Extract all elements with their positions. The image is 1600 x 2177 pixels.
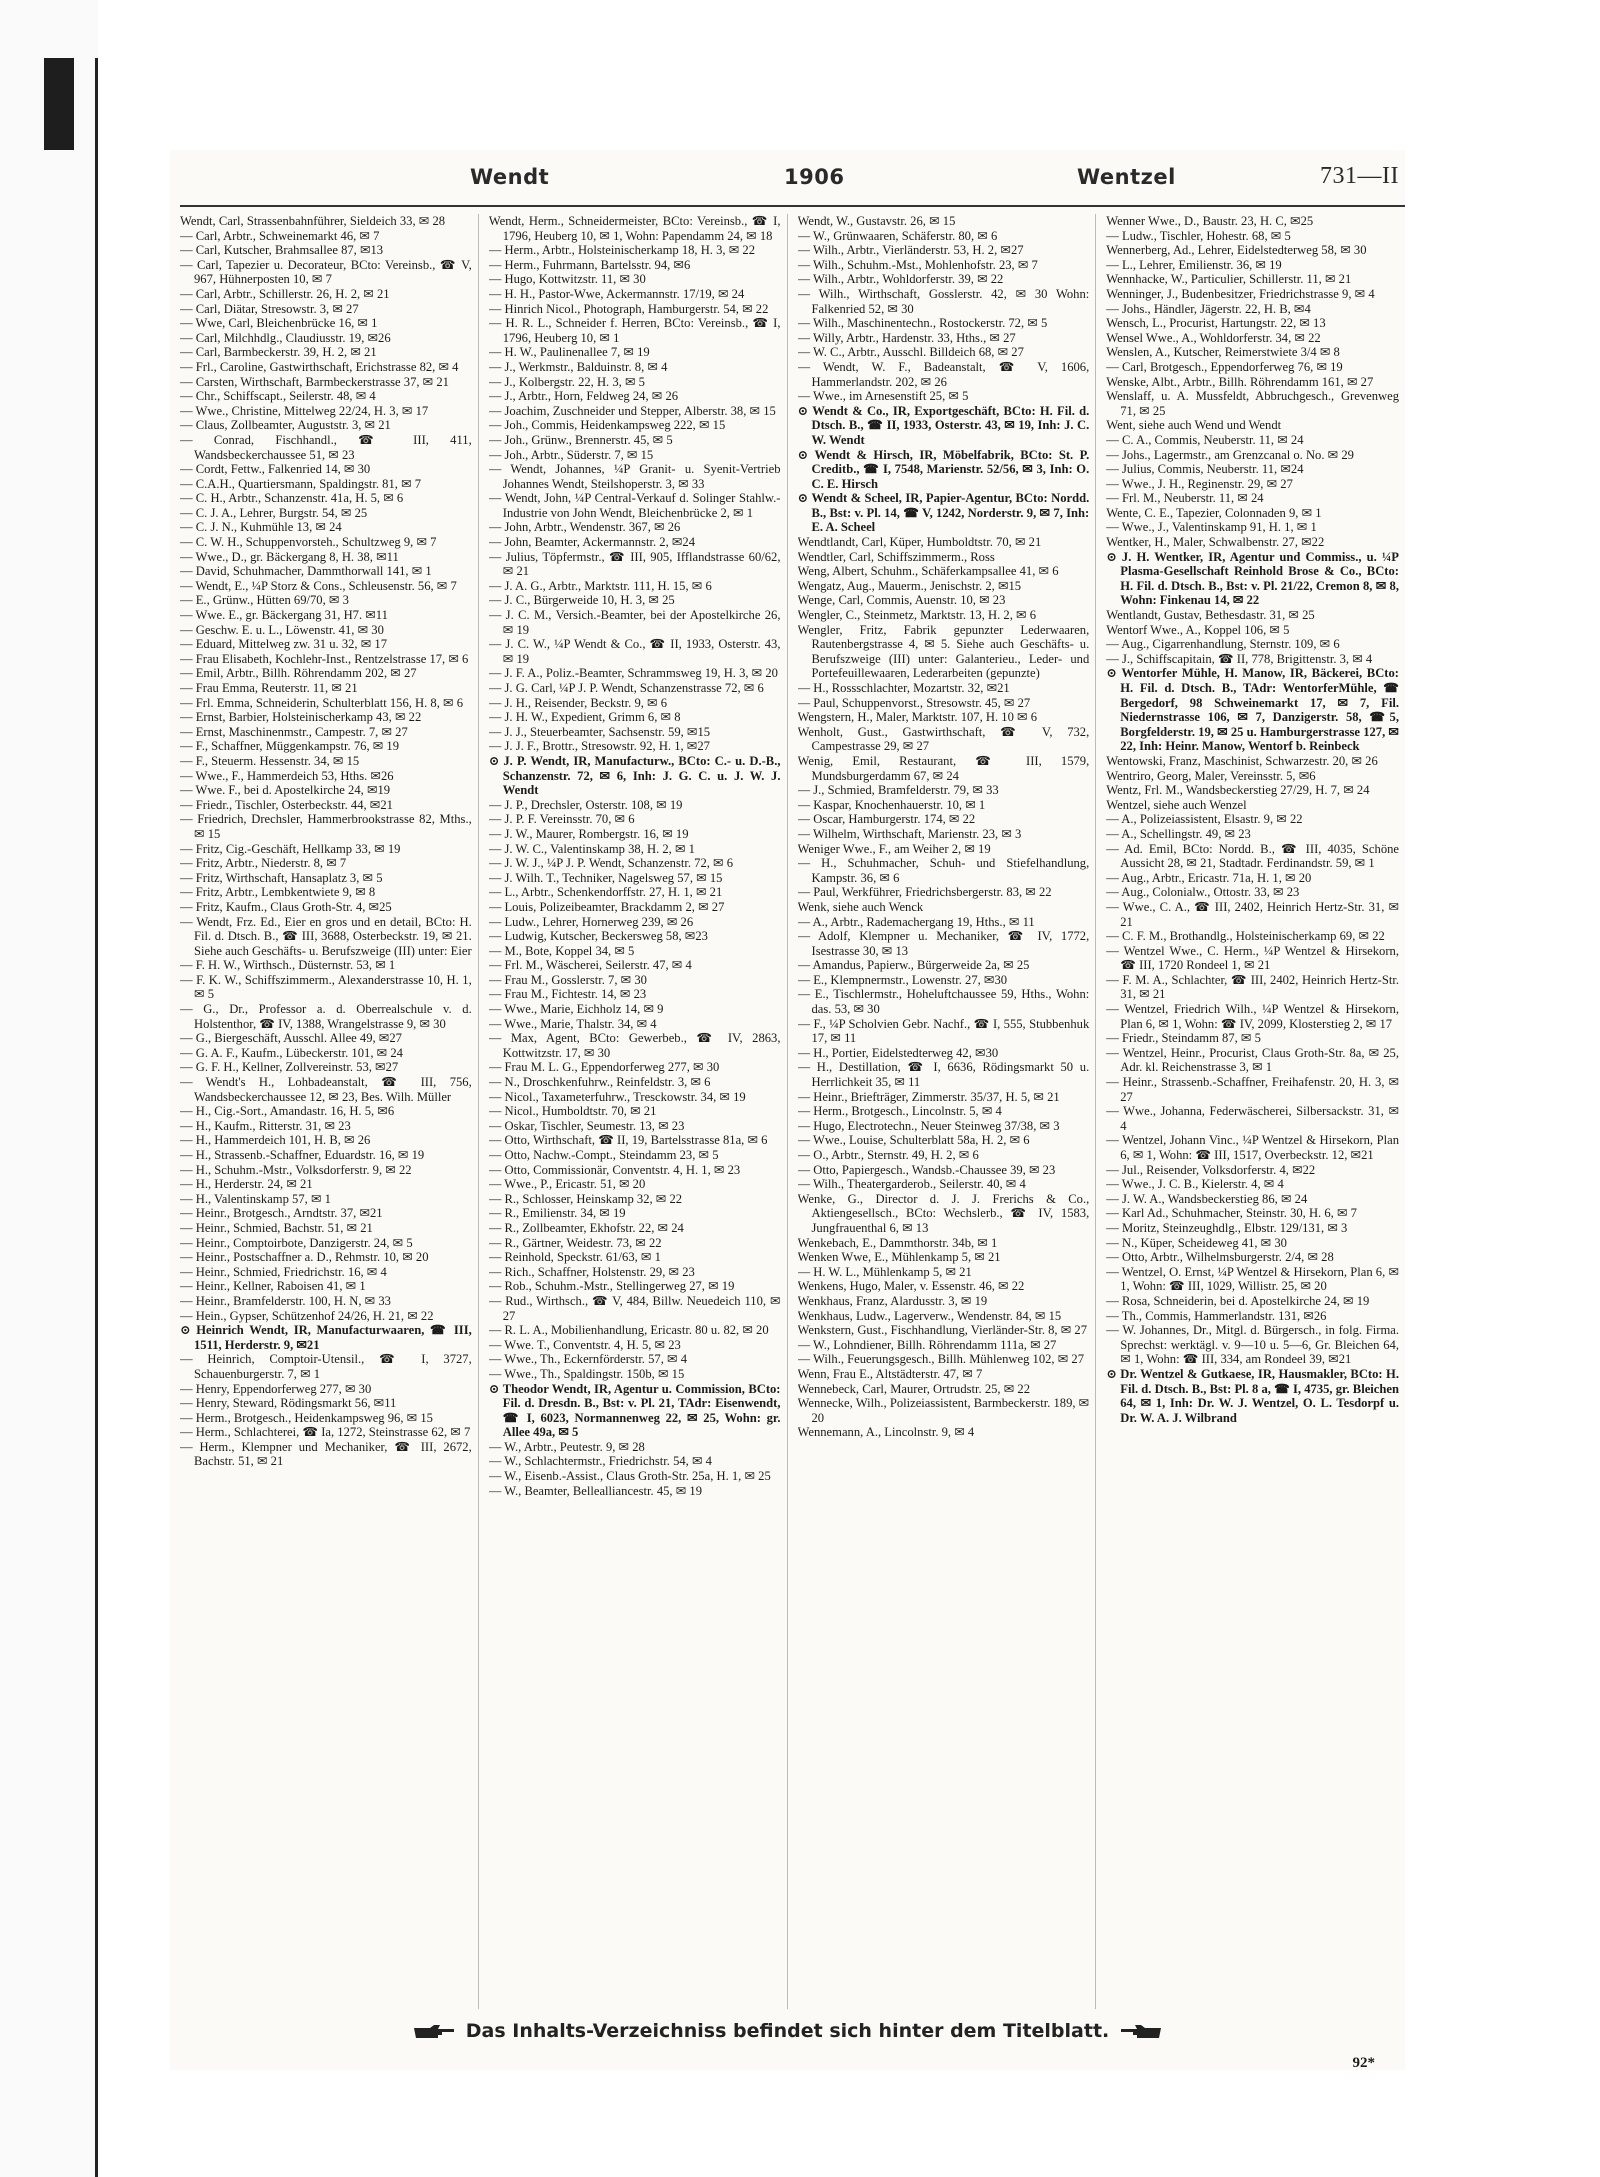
directory-entry: — Karl Ad., Schuhmacher, Steinstr. 30, H. 6, ✉ 7 xyxy=(1106,1206,1357,1221)
directory-entry: — Hugo, Electrotechn., Neuer Steinweg 37/38, ✉ 3 xyxy=(797,1118,1060,1133)
directory-entry: Wentriro, Georg, Maler, Vereinsstr. 5, ✉6 xyxy=(1106,768,1316,783)
firm-entry: ⊙ Theodor Wendt, IR, Agentur u. Commission, BCto: Fil. d. Dresdn. B., Bst: v. Pl. 21, TAdr: Eisenwendt, ☎ I, 6023, Normannenweg 22, ✉ 25, Wohn: gr. Allee 49a, ✉ 5 xyxy=(489,1382,781,1440)
directory-entry: Wentz, Frl. M., Wandsbeckerstieg 27/29, H. 7, ✉ 24 xyxy=(1106,783,1370,798)
directory-entry: — Joh., Commis, Heidenkampsweg 222, ✉ 15 xyxy=(488,418,726,433)
directory-entry: — Adolf, Klempner u. Mechaniker, ☎ IV, 1772, Isestrasse 30, ✉ 13 xyxy=(797,929,1090,958)
firm-entry: ⊙ Heinrich Wendt, IR, Manufacturwaaren, ☎ III, 1511, Herderstr. 9, ✉21 xyxy=(180,1323,472,1352)
directory-entry: — Fritz, Arbtr., Niederstr. 8, ✉ 7 xyxy=(180,856,347,871)
directory-entry: — Heinr., Schmied, Friedrichstr. 16, ✉ 4 xyxy=(180,1264,387,1279)
directory-entry: — R., Schlosser, Heinskamp 32, ✉ 22 xyxy=(488,1191,683,1206)
directory-entry: — Joh., Grünw., Brennerstr. 45, ✉ 5 xyxy=(488,432,673,447)
directory-entry: — H., Cig.-Sort., Amandastr. 16, H. 5, ✉6 xyxy=(180,1104,395,1119)
directory-entry: — Geschw. E. u. L., Löwenstr. 41, ✉ 30 xyxy=(180,622,384,637)
directory-entry: — J. G. Carl, ¼P J. P. Wendt, Schanzenstrasse 72, ✉ 6 xyxy=(488,681,764,695)
directory-entry: — J. F. A., Poliz.-Beamter, Schrammsweg 19, H. 3, ✉ 20 xyxy=(488,666,778,681)
directory-entry: — H., Kaufm., Ritterstr. 31, ✉ 23 xyxy=(180,1118,351,1133)
directory-entry: — Wentzel, Friedrich Wilh., ¼P Wentzel & Hirsekorn, Plan 6, ✉ 1, Wohn: ☎ IV, 2099, Klosterstieg 2, ✉ 17 xyxy=(1106,1002,1399,1031)
directory-entry: — L., Arbtr., Schenkendorffstr. 27, H. 1, ✉ 21 xyxy=(488,885,723,900)
directory-entry: — R. L. A., Mobilienhandlung, Ericastr. 80 u. 82, ✉ 20 xyxy=(488,1323,769,1338)
directory-entry: — Frl. M., Wäscherei, Seilerstr. 47, ✉ 4 xyxy=(488,958,692,973)
directory-entry: — Aug., Cigarrenhandlung, Sternstr. 109, ✉ 6 xyxy=(1106,637,1340,652)
directory-entry: Weng, Albert, Schuhm., Schäferkampsallee 41, ✉ 6 xyxy=(797,564,1059,579)
firm-entry: ⊙ Wendt & Scheel, IR, Papier-Agentur, BCto: Nordd. B., Bst: v. Pl. 14, ☎ V, 1242, Norderstr. 9, ✉ 7, Inh: E. A. Scheel xyxy=(798,491,1090,535)
directory-entry: — Heinr., Strassenb.-Schaffner, Freihafenstr. 20, H. 3, ✉ 27 xyxy=(1106,1075,1399,1104)
directory-entry: — Frau M. L. G., Eppendorferweg 277, ✉ 30 xyxy=(488,1060,720,1075)
directory-entry: — G., Biergeschäft, Ausschl. Allee 49, ✉27 xyxy=(180,1031,402,1046)
directory-entry: — W., Lohndiener, Billh. Röhrendamm 111a, ✉ 27 xyxy=(797,1337,1057,1352)
directory-entry: — Joachim, Zuschneider und Stepper, Alberstr. 38, ✉ 15 xyxy=(488,403,776,418)
directory-entry: Wendt, Carl, Strassenbahnführer, Sieldeich 33, ✉ 28 xyxy=(180,214,446,228)
directory-entry: — C. A., Commis, Neuberstr. 11, ✉ 24 xyxy=(1106,432,1304,447)
directory-entry: — Friedr., Steindamm 87, ✉ 5 xyxy=(1106,1031,1261,1046)
directory-entry: — Heinr., Bramfelderstr. 100, H. N, ✉ 33 xyxy=(180,1293,391,1308)
directory-entry: — Wendt, E., ¼P Storz & Cons., Schleusenstr. 56, ✉ 7 xyxy=(180,578,457,593)
directory-entry: Wenkhaus, Ludw., Lagerverw., Wendenstr. 84, ✉ 15 xyxy=(797,1308,1062,1323)
directory-entry: — Willy, Arbtr., Hardenstr. 33, Hths., ✉ 27 xyxy=(797,330,1016,345)
directory-entry: — Wentzel, Heinr., Procurist, Claus Groth-Str. 8a, ✉ 25, Adr. kl. Reichenstrasse 3, ✉ 1 xyxy=(1106,1045,1399,1075)
directory-entry: — Joh., Arbtr., Süderstr. 7, ✉ 15 xyxy=(488,447,654,462)
directory-entry: — John, Arbtr., Wendenstr. 367, ✉ 26 xyxy=(488,520,681,535)
footer-note-text: Das Inhalts-Verzeichniss befindet sich hinter dem Titelblatt. xyxy=(465,2020,1110,2042)
directory-entry: — Wendt's H., Lohbadeanstalt, ☎ III, 756, Wandsbeckerchaussee 12, ✉ 23, Bes. Wilh. Müller xyxy=(180,1075,472,1104)
directory-entry: — R., Zollbeamter, Ekhofstr. 22, ✉ 24 xyxy=(488,1220,684,1235)
directory-entry: — Herm., Schlachterei, ☎ Ia, 1272, Steinstrasse 62, ✉ 7 xyxy=(180,1425,471,1440)
directory-entry: Wennecke, Wilh., Polizeiassistent, Barmbeckerstr. 189, ✉ 20 xyxy=(797,1396,1090,1425)
directory-entry: — Louis, Polizeibeamter, Brackdamm 2, ✉ 27 xyxy=(488,899,725,914)
directory-page xyxy=(170,150,1405,2070)
scan-edge-block xyxy=(44,58,74,150)
directory-entry: Wentzel, siehe auch Wenzel xyxy=(1106,797,1247,812)
directory-entry: — J. C., Bürgerweide 10, H. 3, ✉ 25 xyxy=(488,593,675,608)
directory-entry: Wenninger, J., Budenbesitzer, Friedrichstrasse 9, ✉ 4 xyxy=(1106,286,1375,301)
directory-entry: Wengatz, Aug., Mauerm., Jenischstr. 2, ✉15 xyxy=(797,578,1022,593)
directory-entry: Wenslen, A., Kutscher, Reimerstwiete 3/4 ✉ 8 xyxy=(1106,345,1340,360)
directory-entry: — Wilh., Schuhm.-Mst., Mohlenhofstr. 23, ✉ 7 xyxy=(797,257,1038,272)
directory-entry: Weniger Wwe., F., am Weiher 2, ✉ 19 xyxy=(797,841,991,856)
directory-entry: Wenholt, Gust., Gastwirthschaft, ☎ V, 732, Campestrasse 29, ✉ 27 xyxy=(797,724,1090,754)
directory-entry: — C. H., Arbtr., Schanzenstr. 41a, H. 5, ✉ 6 xyxy=(180,491,404,506)
firm-entry: ⊙ Wendt & Co., IR, Exportgeschäft, BCto: H. Fil. d. Dtsch. B., ☎ II, 1933, Osterstr. 43, ✉ 19, Inh: J. C. W. Wendt xyxy=(798,404,1090,448)
directory-entry: — Aug., Colonialw., Ottostr. 33, ✉ 23 xyxy=(1106,885,1300,900)
directory-entry: Wenslaff, u. A. Mussfeldt, Abbruchgesch., Grevenweg 71, ✉ 25 xyxy=(1106,389,1399,418)
directory-entry: — Hugo, Kottwitzstr. 11, ✉ 30 xyxy=(488,272,646,287)
directory-entry: Wente, C. E., Tapezier, Colonnaden 9, ✉ 1 xyxy=(1106,505,1322,520)
directory-entry: — Wwe. F., bei d. Apostelkirche 24, ✉19 xyxy=(180,783,391,798)
directory-entry: — Carl, Brotgesch., Eppendorferweg 76, ✉ 19 xyxy=(1106,359,1343,374)
directory-entry: — Wendt, Frz. Ed., Eier en gros und en detail, BCto: H. Fil. d. Dtsch. B., ☎ III, 3688, Osterbeckstr. 19, ✉ 21. Siehe auch Geschäfts- u. Berufszweige (III) unter: Eier xyxy=(180,914,472,958)
directory-entry: — J., Schiffscapitain, ☎ II, 778, Brigittenstr. 3, ✉ 4 xyxy=(1106,651,1373,666)
directory-entry: — Heinr., Postschaffner a. D., Rehmstr. 10, ✉ 20 xyxy=(180,1250,429,1265)
directory-entry: — Amandus, Papierw., Bürgerweide 2a, ✉ 25 xyxy=(797,958,1030,973)
directory-entry: Wendtlandt, Carl, Küper, Humboldtstr. 70, ✉ 21 xyxy=(797,535,1042,550)
directory-entry: — L., Lehrer, Emilienstr. 36, ✉ 19 xyxy=(1106,257,1282,272)
directory-entry: — Wwe., Christine, Mittelweg 22/24, H. 3, ✉ 17 xyxy=(180,403,429,418)
header-last-name: Wentzel xyxy=(1077,165,1176,189)
directory-entry: — H., Portier, Eidelstedterweg 42, ✉30 xyxy=(797,1045,999,1060)
directory-entry: — C. J. A., Lehrer, Burgstr. 54, ✉ 25 xyxy=(180,505,368,520)
directory-entry: Wenn, Frau E., Altstädterstr. 47, ✉ 7 xyxy=(797,1366,983,1381)
directory-entry: — Otto, Commissionär, Conventstr. 4, H. 1, ✉ 23 xyxy=(488,1162,741,1177)
directory-entry: Wendt, W., Gustavstr. 26, ✉ 15 xyxy=(797,214,956,228)
directory-entry: — Wilh., Arbtr., Wohldorferstr. 39, ✉ 22 xyxy=(797,272,1004,287)
directory-entry: — Oskar, Tischler, Seumestr. 13, ✉ 23 xyxy=(488,1118,685,1133)
directory-entry: — Wwe., D., gr. Bäckergang 8, H. 38, ✉11 xyxy=(180,549,399,564)
directory-entry: — Carl, Arbtr., Schillerstr. 26, H. 2, ✉ 21 xyxy=(180,286,390,301)
directory-entry: Wengstern, H., Maler, Marktstr. 107, H. 10 ✉ 6 xyxy=(797,710,1038,725)
page-number: 731—II xyxy=(1320,163,1399,189)
directory-entry: — Wilh., Feuerungsgesch., Billh. Mühlenweg 102, ✉ 27 xyxy=(797,1352,1085,1367)
directory-entry: — Carl, Arbtr., Schweinemarkt 46, ✉ 7 xyxy=(180,228,380,243)
directory-entry: Wengler, C., Steinmetz, Marktstr. 13, H. 2, ✉ 6 xyxy=(797,608,1036,623)
directory-entry: — F. K. W., Schiffszimmerm., Alexanderstrasse 10, H. 1, ✉ 5 xyxy=(180,972,472,1002)
directory-entry: — H. H., Pastor-Wwe, Ackermannstr. 17/19, ✉ 24 xyxy=(488,286,745,301)
header-first-name: Wendt xyxy=(470,165,550,189)
directory-entry: — F., ¼P Scholvien Gebr. Nachf., ☎ I, 555, Stubbenhuk 17, ✉ 11 xyxy=(797,1016,1090,1046)
scan-margin xyxy=(0,0,98,2177)
directory-entry: — Frl. M., Neuberstr. 11, ✉ 24 xyxy=(1106,491,1264,506)
directory-entry: — A., Schellingstr. 49, ✉ 23 xyxy=(1106,826,1251,841)
directory-entry: — Frl., Caroline, Gastwirthschaft, Erichstrasse 82, ✉ 4 xyxy=(180,359,459,374)
directory-entry: — Wwe., C. A., ☎ III, 2402, Heinrich Hertz-Str. 31, ✉ 21 xyxy=(1106,899,1399,929)
directory-entry: — Johs., Lagermstr., am Grenzcanal o. No. ✉ 29 xyxy=(1106,447,1354,462)
column-4 xyxy=(1106,214,1405,2009)
directory-entry: — Frau Emma, Reuterstr. 11, ✉ 21 xyxy=(180,681,358,695)
directory-entry: Wenge, Carl, Commis, Auenstr. 10, ✉ 23 xyxy=(797,593,1006,608)
directory-entry: — F. H. W., Wirthsch., Düsternstr. 53, ✉ 1 xyxy=(180,958,396,973)
directory-entry: Wenkens, Hugo, Maler, v. Essenstr. 46, ✉ 22 xyxy=(797,1279,1025,1294)
directory-entry: — J. Wilh. T., Techniker, Nagelsweg 57, ✉ 15 xyxy=(488,870,723,885)
directory-entry: — Moritz, Steinzeughdlg., Elbstr. 129/131, ✉ 3 xyxy=(1106,1220,1348,1235)
directory-entry: Wenk, siehe auch Wenck xyxy=(797,899,924,914)
directory-entry: — Wendt, W. F., Badeanstalt, ☎ V, 1606, Hammerlandstr. 202, ✉ 26 xyxy=(797,359,1090,389)
directory-entry: — R., Gärtner, Weidestr. 73, ✉ 22 xyxy=(488,1235,662,1250)
directory-entry: — Henry, Eppendorferweg 277, ✉ 30 xyxy=(180,1381,372,1396)
directory-entry: — Wwe., Johanna, Federwäscherei, Silbersackstr. 31, ✉ 4 xyxy=(1106,1104,1399,1133)
directory-entry: — Rob., Schuhm.-Mstr., Stellingerweg 27, ✉ 19 xyxy=(488,1279,735,1294)
directory-entry: — Ludwig, Kutscher, Beckersweg 58, ✉23 xyxy=(488,929,708,944)
directory-entry: — Frl. Emma, Schneiderin, Schulterblatt 156, H. 8, ✉ 6 xyxy=(180,695,464,710)
directory-entry: — Frau M., Gosslerstr. 7, ✉ 30 xyxy=(488,972,647,987)
directory-entry: — Eduard, Mittelweg zw. 31 u. 32, ✉ 17 xyxy=(180,637,388,652)
directory-entry: Wennerberg, Ad., Lehrer, Eidelstedterweg 58, ✉ 30 xyxy=(1106,243,1367,258)
directory-entry: — A., Polizeiassistent, Elsastr. 9, ✉ 22 xyxy=(1106,812,1303,827)
directory-entry: — Otto, Arbtr., Wilhelmsburgerstr. 2/4, ✉ 28 xyxy=(1106,1250,1334,1265)
directory-entry: — G., Dr., Professor a. d. Oberrealschule v. d. Holstenthor, ☎ IV, 1388, Wrangelstrasse 9, ✉ 30 xyxy=(180,1002,472,1031)
directory-entry: Wendtler, Carl, Schiffszimmerm., Ross xyxy=(797,549,995,564)
directory-entry: — W. Johannes, Dr., Mitgl. d. Bürgersch., in folg. Firma. Sprechst: werktägl. v. 9—10 u. 5—6, Gr. Bleichen 64, ✉ 1, Wohn: ☎ III, 334, am Rondeel 39, ✉21 xyxy=(1106,1323,1399,1367)
directory-entry: — Friedr., Tischler, Osterbeckstr. 44, ✉21 xyxy=(180,797,393,812)
directory-entry: — H., Herderstr. 24, ✉ 21 xyxy=(180,1177,313,1192)
directory-entry: — Jul., Reisender, Volksdorferstr. 4, ✉22 xyxy=(1106,1162,1316,1177)
header-year: 1906 xyxy=(784,165,845,189)
directory-entry: — M., Bote, Koppel 34, ✉ 5 xyxy=(488,943,635,958)
directory-entry: — Herm., Fuhrmann, Bartelsstr. 94, ✉6 xyxy=(488,257,691,272)
directory-entry: — Wwe., J. H., Reginenstr. 29, ✉ 27 xyxy=(1106,476,1293,491)
directory-entry: — Carl, Milchhdlg., Claudiusstr. 19, ✉26 xyxy=(180,330,391,345)
scan-edge-line xyxy=(95,58,98,2177)
directory-entry: — G. A. F., Kaufm., Lübeckerstr. 101, ✉ 24 xyxy=(180,1045,403,1060)
directory-entry: — H. W., Paulinenallee 7, ✉ 19 xyxy=(488,345,650,360)
directory-entry: Wenkebach, E., Dammthorstr. 34b, ✉ 1 xyxy=(797,1235,998,1250)
firm-entry: ⊙ Wendt & Hirsch, IR, Möbelfabrik, BCto: St. P. Creditb., ☎ I, 7548, Marienstr. 52/56, ✉ 3, Inh: O. C. E. Hirsch xyxy=(798,448,1090,492)
directory-entry: — J. W. J., ¼P J. P. Wendt, Schanzenstr. 72, ✉ 6 xyxy=(488,856,734,871)
directory-entry: Wenken Wwe, E., Mühlenkamp 5, ✉ 21 xyxy=(797,1250,1001,1265)
directory-entry: Wenske, Albt., Arbtr., Billh. Röhrendamm 161, ✉ 27 xyxy=(1106,374,1374,389)
directory-entry: Wenkhaus, Franz, Alardusstr. 3, ✉ 19 xyxy=(797,1293,988,1308)
directory-entry: Wenner Wwe., D., Baustr. 23, H. C, ✉25 xyxy=(1106,214,1314,228)
directory-entry: — Cordt, Fettw., Falkenried 14, ✉ 30 xyxy=(180,462,371,477)
directory-entry: — Friedrich, Drechsler, Hammerbrookstrasse 82, Mths., ✉ 15 xyxy=(180,812,472,841)
directory-entry: Wendt, Herm., Schneidermeister, BCto: Vereinsb., ☎ I, 1796, Heuberg 10, ✉ 1, Wohn: Papendamm 24, ✉ 18 xyxy=(488,214,781,243)
directory-entry: — H., Valentinskamp 57, ✉ 1 xyxy=(180,1191,331,1206)
directory-entry: Wentorf Wwe., A., Koppel 106, ✉ 5 xyxy=(1106,622,1290,637)
directory-entry: — C.A.H., Quartiersmann, Spaldingstr. 81, ✉ 7 xyxy=(180,476,422,491)
directory-entry: — Paul, Werkführer, Friedrichsbergerstr. 83, ✉ 22 xyxy=(797,885,1052,900)
directory-entry: — F. M. A., Schlachter, ☎ III, 2402, Heinrich Hertz-Str. 31, ✉ 21 xyxy=(1106,972,1399,1002)
directory-entry: — Henry, Steward, Rödingsmarkt 56, ✉11 xyxy=(180,1396,397,1411)
directory-entry: — Wwe., F., Hammerdeich 53, Hths. ✉26 xyxy=(180,768,394,783)
firm-entry: ⊙ J. H. Wentker, IR, Agentur und Commiss., u. ¼P Plasma-Gesellschaft Reinhold Brose & Co., BCto: H. Fil. d. Dtsch. B., Bst: v. Pl. 21/22, Cremon 8, ✉ 8, Wohn: Finkenau 14, ✉ 22 xyxy=(1106,550,1399,608)
directory-columns xyxy=(180,214,1405,2009)
directory-entry: — Carl, Tapezier u. Decorateur, BCto: Vereinsb., ☎ V, 967, Hühnerposten 10, ✉ 7 xyxy=(180,257,472,287)
directory-entry: Wentowski, Franz, Maschinist, Schwarzestr. 20, ✉ 26 xyxy=(1106,753,1378,768)
header-rule xyxy=(180,205,1405,207)
directory-entry: — Heinr., Briefträger, Zimmerstr. 35/37, H. 5, ✉ 21 xyxy=(797,1089,1060,1104)
directory-entry: — Wwe. E., gr. Bäckergang 31, H7. ✉11 xyxy=(180,608,388,623)
directory-entry: — Wilh., Theatergarderob., Seilerstr. 40, ✉ 4 xyxy=(797,1177,1026,1192)
directory-entry: — Wilh., Maschinentechn., Rostockerstr. 72, ✉ 5 xyxy=(797,316,1048,331)
directory-entry: — W., Schlachtermstr., Friedrichstr. 54, ✉ 4 xyxy=(488,1454,712,1469)
directory-entry: — Kaspar, Knochenhauerstr. 10, ✉ 1 xyxy=(797,797,986,812)
directory-entry: Wensch, L., Procurist, Hartungstr. 22, ✉ 13 xyxy=(1106,316,1326,331)
directory-entry: — J. P., Drechsler, Osterstr. 108, ✉ 19 xyxy=(488,797,683,812)
directory-entry: — Wwe., Marie, Eichholz 14, ✉ 9 xyxy=(488,1002,664,1017)
directory-entry: — Fritz, Cig.-Geschäft, Hellkamp 33, ✉ 19 xyxy=(180,841,401,856)
directory-entry: — Fritz, Arbtr., Lembkentwiete 9, ✉ 8 xyxy=(180,885,376,900)
directory-entry: — Fritz, Kaufm., Claus Groth-Str. 4, ✉25 xyxy=(180,899,392,914)
directory-entry: — J. C. W., ¼P Wendt & Co., ☎ II, 1933, Osterstr. 43, ✉ 19 xyxy=(488,637,781,666)
directory-entry: — W., Eisenb.-Assist., Claus Groth-Str. 25a, H. 1, ✉ 25 xyxy=(488,1469,771,1484)
directory-entry: — J., Werkmstr., Balduinstr. 8, ✉ 4 xyxy=(488,359,668,374)
directory-entry: — Carl, Barmbeckerstr. 39, H. 2, ✉ 21 xyxy=(180,345,377,360)
directory-entry: — C. F. M., Brothandlg., Holsteinischerkamp 69, ✉ 22 xyxy=(1106,929,1385,944)
directory-entry: — Wentzel, Johann Vinc., ¼P Wentzel & Hirsekorn, Plan 6, ✉ 1, Wohn: ☎ III, 1517, Overbeckstr. 12, ✉21 xyxy=(1106,1133,1399,1162)
directory-entry: — Otto, Wirthschaft, ☎ II, 19, Bartelsstrasse 81a, ✉ 6 xyxy=(488,1133,768,1148)
directory-entry: — J. P. F. Vereinsstr. 70, ✉ 6 xyxy=(488,812,635,827)
directory-entry: — N., Küper, Scheideweg 41, ✉ 30 xyxy=(1106,1235,1287,1250)
directory-entry: Wenke, G., Director d. J. J. Frerichs & Co., Aktiengesellsch., BCto: Wechslerb., ☎ IV, 1583, Jungfrauenthal 6, ✉ 13 xyxy=(797,1191,1090,1235)
directory-entry: Wengler, Fritz, Fabrik gepunzter Lederwaaren, Rautenbergstrasse 4, ✉ 5. Siehe auch Geschäfts- u. Berufszweige (III) unter: Galanterieu., Leder- und Portefeuillewaaren, Lederarbeiten (gepunzte) xyxy=(797,622,1090,681)
directory-entry: — Frau M., Fichtestr. 14, ✉ 23 xyxy=(488,987,647,1002)
directory-entry: — J., Schmied, Bramfelderstr. 79, ✉ 33 xyxy=(797,783,999,798)
directory-entry: — Wwe. T., Conventstr. 4, H. 5, ✉ 23 xyxy=(488,1337,681,1352)
directory-entry: — J. W., Maurer, Rombergstr. 16, ✉ 19 xyxy=(488,826,689,841)
directory-entry: — J., Kolbergstr. 22, H. 3, ✉ 5 xyxy=(488,374,645,389)
directory-entry: — Otto, Nachw.-Compt., Steindamm 23, ✉ 5 xyxy=(488,1148,719,1162)
directory-entry: — E., Klempnermstr., Lowenstr. 27, ✉30 xyxy=(797,972,1008,987)
directory-entry: — Rich., Schaffner, Holstenstr. 29, ✉ 23 xyxy=(488,1264,695,1279)
column-2 xyxy=(489,214,788,2009)
directory-entry: — A., Arbtr., Rademachergang 19, Hths., ✉ 11 xyxy=(797,914,1035,929)
directory-entry: — Herm., Klempner und Mechaniker, ☎ III, 2672, Bachstr. 51, ✉ 21 xyxy=(180,1439,472,1469)
directory-entry: — Nicol., Humboldtstr. 70, ✉ 21 xyxy=(488,1104,657,1119)
directory-entry: — W., Arbtr., Peutestr. 9, ✉ 28 xyxy=(488,1439,645,1454)
directory-entry: — Reinhold, Speckstr. 61/63, ✉ 1 xyxy=(488,1250,661,1265)
directory-entry: — Heinr., Brotgesch., Arndtstr. 37, ✉21 xyxy=(180,1206,383,1221)
running-head xyxy=(180,165,1405,195)
directory-entry: — Wentzel, O. Ernst, ¼P Wentzel & Hirsekorn, Plan 6, ✉ 1, Wohn: ☎ III, 1029, Willistr. 25, ✉ 20 xyxy=(1106,1264,1399,1294)
directory-entry: — H., Hammerdeich 101, H. B, ✉ 26 xyxy=(180,1133,371,1148)
directory-entry: — E., Grünw., Hütten 69/70, ✉ 3 xyxy=(180,593,349,608)
directory-entry: — Wendt, Johannes, ¼P Granit- u. Syenit-Vertrieb Johannes Wendt, Steilshoperstr. 3, ✉ 33 xyxy=(488,462,781,491)
column-1 xyxy=(180,214,479,2009)
directory-entry: — J. C. M., Versich.-Beamter, bei der Apostelkirche 26, ✉ 19 xyxy=(488,608,781,637)
directory-entry: — Carl, Kutscher, Brahmsallee 87, ✉13 xyxy=(180,243,384,258)
directory-entry: — Herm., Arbtr., Holsteinischerkamp 18, H. 3, ✉ 22 xyxy=(488,243,755,258)
directory-entry: — Ernst, Maschinenmstr., Campestr. 7, ✉ 27 xyxy=(180,724,408,739)
directory-entry: — Ernst, Barbier, Holsteinischerkamp 43, ✉ 22 xyxy=(180,710,422,725)
directory-entry: Wentlandt, Gustav, Bethesdastr. 31, ✉ 25 xyxy=(1106,608,1315,623)
directory-entry: — Wwe., J., Valentinskamp 91, H. 1, ✉ 1 xyxy=(1106,520,1317,535)
directory-entry: — Heinrich, Comptoir-Utensil., ☎ I, 3727, Schauenburgerstr. 7, ✉ 1 xyxy=(180,1352,472,1381)
directory-entry: — Herm., Brotgesch., Heidenkampsweg 96, ✉ 15 xyxy=(180,1410,433,1425)
directory-entry: Wennhacke, W., Particulier, Schillerstr. 11, ✉ 21 xyxy=(1106,272,1352,287)
directory-entry: — John, Beamter, Ackermannstr. 2, ✉24 xyxy=(488,535,696,550)
directory-entry: — J., Arbtr., Horn, Feldweg 24, ✉ 26 xyxy=(488,389,679,404)
directory-entry: — Emil, Arbtr., Billh. Röhrendamm 202, ✉ 27 xyxy=(180,666,417,681)
directory-entry: — Julius, Töpfermstr., ☎ III, 905, Ifflandstrasse 60/62, ✉ 21 xyxy=(488,549,781,579)
directory-entry: — Wilh., Wirthschaft, Gosslerstr. 42, ✉ 30 Wohn: Falkenried 52, ✉ 30 xyxy=(797,286,1090,316)
directory-entry: — F., Steuerm. Hessenstr. 34, ✉ 15 xyxy=(180,753,360,768)
directory-entry: Wensel Wwe., A., Wohldorferstr. 34, ✉ 22 xyxy=(1106,330,1321,345)
directory-entry: — J. W. C., Valentinskamp 38, H. 2, ✉ 1 xyxy=(488,841,695,856)
directory-entry: Wenig, Emil, Restaurant, ☎ III, 1579, Mundsburgerdamm 67, ✉ 24 xyxy=(797,753,1090,783)
directory-entry: — Frau Elisabeth, Kochlehr-Inst., Rentzelstrasse 17, ✉ 6 xyxy=(180,651,469,666)
directory-entry: Went, siehe auch Wend und Wendt xyxy=(1106,418,1282,433)
directory-entry: — Oscar, Hamburgerstr. 174, ✉ 22 xyxy=(797,812,976,827)
column-3 xyxy=(798,214,1097,2009)
directory-entry: — J. A. G., Arbtr., Marktstr. 111, H. 15, ✉ 6 xyxy=(488,578,712,593)
directory-entry: — N., Droschkenfuhrw., Reinfeldstr. 3, ✉ 6 xyxy=(488,1075,711,1090)
directory-entry: — Nicol., Taxameterfuhrw., Tresckowstr. 34, ✉ 19 xyxy=(488,1089,746,1104)
directory-entry: — Heinr., Kellner, Raboisen 41, ✉ 1 xyxy=(180,1279,366,1294)
directory-entry: — E., Tischlermstr., Hoheluftchaussee 59, Hths., Wohn: das. 53, ✉ 30 xyxy=(797,987,1090,1017)
directory-entry: — Julius, Commis, Neuberstr. 11, ✉24 xyxy=(1106,462,1304,477)
directory-entry: — Otto, Papiergesch., Wandsb.-Chaussee 39, ✉ 23 xyxy=(797,1162,1056,1177)
directory-entry: — H., Schuhmacher, Schuh- und Stiefelhandlung, Kampstr. 36, ✉ 6 xyxy=(797,856,1090,885)
directory-entry: — H., Strassenb.-Schaffner, Eduardstr. 16, ✉ 19 xyxy=(180,1148,425,1162)
directory-entry: — Wwe., Louise, Schulterblatt 58a, H. 2, ✉ 6 xyxy=(797,1133,1030,1148)
directory-entry: — H., Destillation, ☎ I, 6636, Rödingsmarkt 50 u. Herrlichkeit 35, ✉ 11 xyxy=(797,1060,1090,1090)
directory-entry: — J. H., Reisender, Beckstr. 9, ✉ 6 xyxy=(488,695,668,710)
directory-entry: — Wwe., im Arnesenstift 25, ✉ 5 xyxy=(797,389,969,404)
directory-entry: — Aug., Arbtr., Ericastr. 71a, H. 1, ✉ 20 xyxy=(1106,870,1312,885)
directory-entry: — Wilh., Arbtr., Vierländerstr. 53, H. 2, ✉27 xyxy=(797,243,1024,258)
directory-entry: — J. J., Steuerbeamter, Sachsenstr. 59, ✉15 xyxy=(488,724,711,739)
directory-entry: — J. W. A., Wandsbeckerstieg 86, ✉ 24 xyxy=(1106,1191,1308,1206)
directory-entry: — Paul, Schuppenvorst., Stresowstr. 45, ✉ 27 xyxy=(797,695,1031,710)
directory-entry: — Johs., Händler, Jägerstr. 22, H. B, ✉4 xyxy=(1106,301,1311,316)
directory-entry: — H. R. L., Schneider f. Herren, BCto: Vereinsb., ☎ I, 1796, Heuberg 10, ✉ 1 xyxy=(488,316,781,345)
directory-entry: — Carsten, Wirthschaft, Barmbeckerstrasse 37, ✉ 21 xyxy=(180,374,449,389)
directory-entry: — Herm., Brotgesch., Lincolnstr. 5, ✉ 4 xyxy=(797,1104,1002,1119)
directory-entry: — Wentzel Wwe., C. Herm., ¼P Wentzel & Hirsekorn, ☎ III, 1720 Rondeel 1, ✉ 21 xyxy=(1106,943,1399,973)
firm-entry: ⊙ Dr. Wentzel & Gutkaese, IR, Hausmakler, BCto: H. Fil. d. Dtsch. B., Bst: Pl. 8 a, ☎ I, 4735, gr. Bleichen 64, ✉ 1, Inh: Dr. W. J. Wentzel, O. L. Tesdorpf u. Dr. W. A. J. Wilbrand xyxy=(1106,1367,1399,1425)
directory-entry: — Rosa, Schneiderin, bei d. Apostelkirche 24, ✉ 19 xyxy=(1106,1293,1370,1308)
directory-entry: — Heinr., Schmied, Bachstr. 51, ✉ 21 xyxy=(180,1220,373,1235)
directory-entry: — Th., Commis, Hammerlandstr. 131, ✉26 xyxy=(1106,1308,1327,1323)
directory-entry: — David, Schuhmacher, Dammthorwall 141, ✉ 1 xyxy=(180,564,432,579)
directory-entry: — W. C., Arbtr., Ausschl. Billdeich 68, ✉ 27 xyxy=(797,345,1024,360)
directory-entry: — G. F. H., Kellner, Zollvereinstr. 53, ✉27 xyxy=(180,1060,399,1075)
directory-entry: — Chr., Schiffscapt., Seilerstr. 48, ✉ 4 xyxy=(180,389,376,404)
directory-entry: — Wwe., Marie, Thalstr. 34, ✉ 4 xyxy=(488,1016,657,1031)
directory-entry: — Wendt, John, ¼P Central-Verkauf d. Solinger Stahlw.-Industrie von John Wendt, Bleichenbrücke 2, ✉ 1 xyxy=(488,491,781,520)
directory-entry: — Wilhelm, Wirthschaft, Marienstr. 23, ✉ 3 xyxy=(797,826,1022,841)
directory-entry: — Ludw., Tischler, Hohestr. 68, ✉ 5 xyxy=(1106,228,1291,243)
directory-entry: — Hein., Gypser, Schützenhof 24/26, H. 21, ✉ 22 xyxy=(180,1308,434,1323)
directory-entry: — Rud., Wirthsch., ☎ V, 484, Billw. Neuedeich 110, ✉ 27 xyxy=(488,1293,781,1323)
directory-entry: Wentker, H., Maler, Schwalbenstr. 27, ✉22 xyxy=(1106,535,1325,550)
directory-entry: — J. J. F., Brottr., Stresowstr. 92, H. 1, ✉27 xyxy=(488,739,710,754)
directory-entry: — H., Rossschlachter, Mozartstr. 32, ✉21 xyxy=(797,681,1010,695)
directory-entry: — Ad. Emil, BCto: Nordd. B., ☎ III, 4035, Schöne Aussicht 28, ✉ 21, Stadtadr. Ferdinandstr. 59, ✉ 1 xyxy=(1106,841,1399,871)
directory-entry: Wennemann, A., Lincolnstr. 9, ✉ 4 xyxy=(797,1425,975,1440)
firm-entry: ⊙ Wentorfer Mühle, H. Manow, IR, Bäckerei, BCto: H. Fil. d. Dtsch. B., TAdr: WentorferMühle, ☎ Bergedorf, 98 Schweinemarkt 17, ✉ 7, Fil. Niedernstrasse 106, ✉ 7, Danzigerstr. 58, ☎5, Borgfelderstr. 19, ✉ 25 u. Hamburgerstrasse 127, ✉ 22, Inh: Heinr. Manow, Wentorf b. Reinbeck xyxy=(1106,666,1399,754)
directory-entry: — R., Emilienstr. 34, ✉ 19 xyxy=(488,1206,626,1221)
directory-entry: — H. W. L., Mühlenkamp 5, ✉ 21 xyxy=(797,1264,972,1279)
directory-entry: — J. H. W., Expedient, Grimm 6, ✉ 8 xyxy=(488,710,681,725)
directory-entry: — Wwe, Carl, Bleichenbrücke 16, ✉ 1 xyxy=(180,316,378,331)
directory-entry: — Carl, Diätar, Stresowstr. 3, ✉ 27 xyxy=(180,301,359,316)
directory-entry: — H., Schuhm.-Mstr., Volksdorferstr. 9, ✉ 22 xyxy=(180,1162,412,1177)
directory-entry: — Hinrich Nicol., Photograph, Hamburgerstr. 54, ✉ 22 xyxy=(488,301,769,316)
footer-note xyxy=(170,2020,1405,2042)
directory-entry: — W., Beamter, Bellealliancestr. 45, ✉ 19 xyxy=(488,1483,703,1498)
directory-entry: — Fritz, Wirthschaft, Hansaplatz 3, ✉ 5 xyxy=(180,870,383,885)
directory-entry: — Conrad, Fischhandl., ☎ III, 411, Wandsbeckerchaussee 51, ✉ 23 xyxy=(180,432,472,462)
directory-entry: — Max, Agent, BCto: Gewerbeb., ☎ IV, 2863, Kottwitzstr. 17, ✉ 30 xyxy=(488,1031,781,1060)
directory-entry: — Wwe., P., Ericastr. 51, ✉ 20 xyxy=(488,1177,646,1192)
directory-entry: — W., Grünwaaren, Schäferstr. 80, ✉ 6 xyxy=(797,228,998,243)
directory-entry: Wenkstern, Gust., Fischhandlung, Vierländer-Str. 8, ✉ 27 xyxy=(797,1323,1088,1338)
printer-mark: 92* xyxy=(1352,2055,1375,2071)
directory-entry: — C. J. N., Kuhmühle 13, ✉ 24 xyxy=(180,520,342,535)
directory-entry: — Wwe., Th., Spaldingstr. 150b, ✉ 15 xyxy=(488,1366,685,1381)
pointing-hand-right-icon xyxy=(412,2024,456,2040)
directory-entry: — Heinr., Comptoirbote, Danzigerstr. 24, ✉ 5 xyxy=(180,1235,413,1250)
directory-entry: — O., Arbtr., Sternstr. 49, H. 2, ✉ 6 xyxy=(797,1148,979,1162)
firm-entry: ⊙ J. P. Wendt, IR, Manufacturw., BCto: C.- u. D.-B., Schanzenstr. 72, ✉ 6, Inh: J. G. C. u. J. W. J. Wendt xyxy=(489,754,781,798)
directory-entry: — F., Schaffner, Müggenkampstr. 76, ✉ 19 xyxy=(180,739,400,754)
directory-entry: — Wwe., Th., Eckernförderstr. 57, ✉ 4 xyxy=(488,1352,687,1367)
directory-entry: — Wwe., J. C. B., Kielerstr. 4, ✉ 4 xyxy=(1106,1177,1284,1192)
directory-entry: — C. W. H., Schuppenvorsteh., Schultzweg 9, ✉ 7 xyxy=(180,535,437,550)
directory-entry: Wennebeck, Carl, Maurer, Ortrudstr. 25, ✉ 22 xyxy=(797,1381,1031,1396)
pointing-hand-left-icon xyxy=(1119,2024,1163,2040)
directory-entry: — Claus, Zollbeamter, Auguststr. 3, ✉ 21 xyxy=(180,418,391,433)
directory-entry: — Ludw., Lehrer, Hornerweg 239, ✉ 26 xyxy=(488,914,694,929)
